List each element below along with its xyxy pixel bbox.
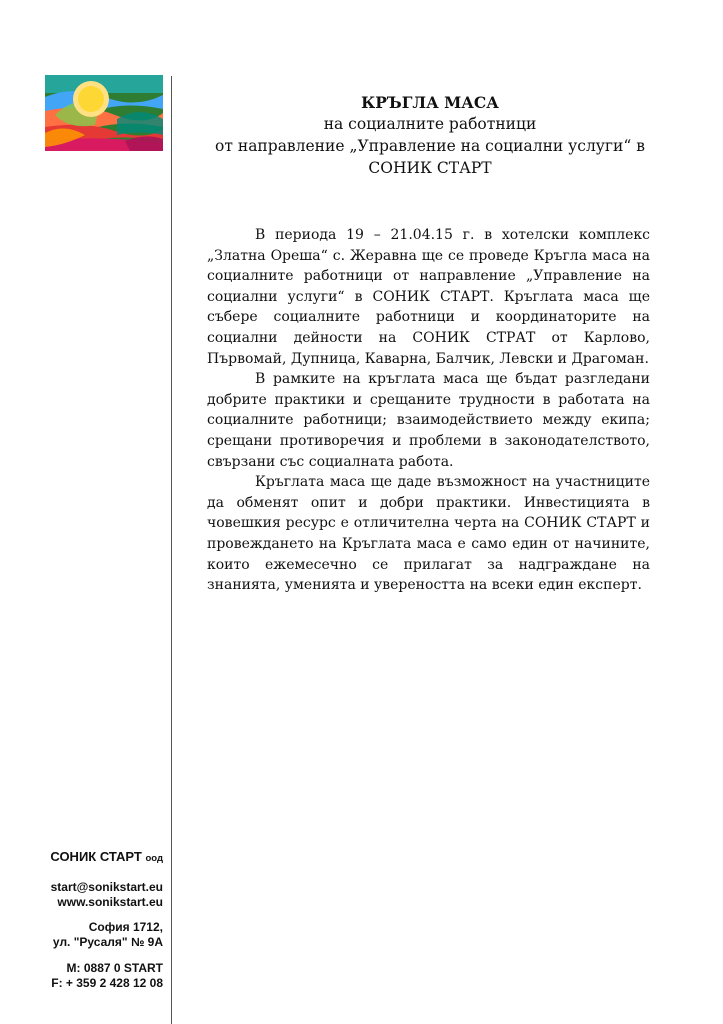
footer-company xyxy=(20,849,163,866)
company-suffix: оод xyxy=(145,853,163,864)
body-paragraph-3: Кръглата маса ще даде възможност на участниците да обменят опит и добри практики. Инвестицията в човешкия ресурс е отличителна черта на СОНИК СТАРТ и провеждането на Кръглата маса е само един от начините, които ежемесечно се прилагат за надграждане на знанията, уменията и увереността на всеки един експерт. xyxy=(207,474,650,594)
logo-graphic xyxy=(45,75,163,151)
document-body xyxy=(207,225,650,596)
fax-number: F: + 359 2 428 12 08 xyxy=(51,976,163,990)
footer-address xyxy=(20,920,163,950)
body-paragraph-2: В рамките на кръглата маса ще бъдат разгледани добрите практики и срещаните трудности в работата на социалните работници; взаимодействието между екипа; срещани противоречия и проблеми в законодателството, свързани със социалната работа. xyxy=(207,371,650,470)
subtitle-line-3: СОНИК СТАРТ xyxy=(368,159,492,177)
website-link[interactable]: www.sonikstart.eu xyxy=(57,895,163,909)
body-paragraph-1: В периода 19 – 21.04.15 г. в хотелски комплекс „Златна Ореша“ с. Жеравна ще се проведе Кръгла маса на социалните работници от направление „Управление на социални услуги“ в СОНИК СТАРТ. Кръглата маса ще събере социалните работници и координаторите на социални дейности на СОНИК СТРАТ от Карлово, Първомай, Дупница, Каварна, Балчик, Левски и Драгоман. xyxy=(207,227,650,367)
footer-contacts xyxy=(20,880,163,910)
email-link[interactable]: start@sonikstart.eu xyxy=(50,880,163,894)
footer-phones xyxy=(20,961,163,991)
address-city: София 1712, xyxy=(88,920,163,934)
document-header xyxy=(210,92,650,179)
vertical-divider xyxy=(171,76,172,1024)
company-name: СОНИК СТАРТ xyxy=(50,849,142,864)
mobile-number: M: 0887 0 START xyxy=(66,961,163,975)
company-logo xyxy=(45,75,163,151)
page-title: КРЪГЛА МАСА xyxy=(361,93,499,112)
address-street: ул. "Русаля" № 9А xyxy=(52,935,163,949)
subtitle-line-2: от направление „Управление на социални услуги“ в xyxy=(215,137,645,155)
subtitle-line-1: на социалните работници xyxy=(323,115,537,133)
